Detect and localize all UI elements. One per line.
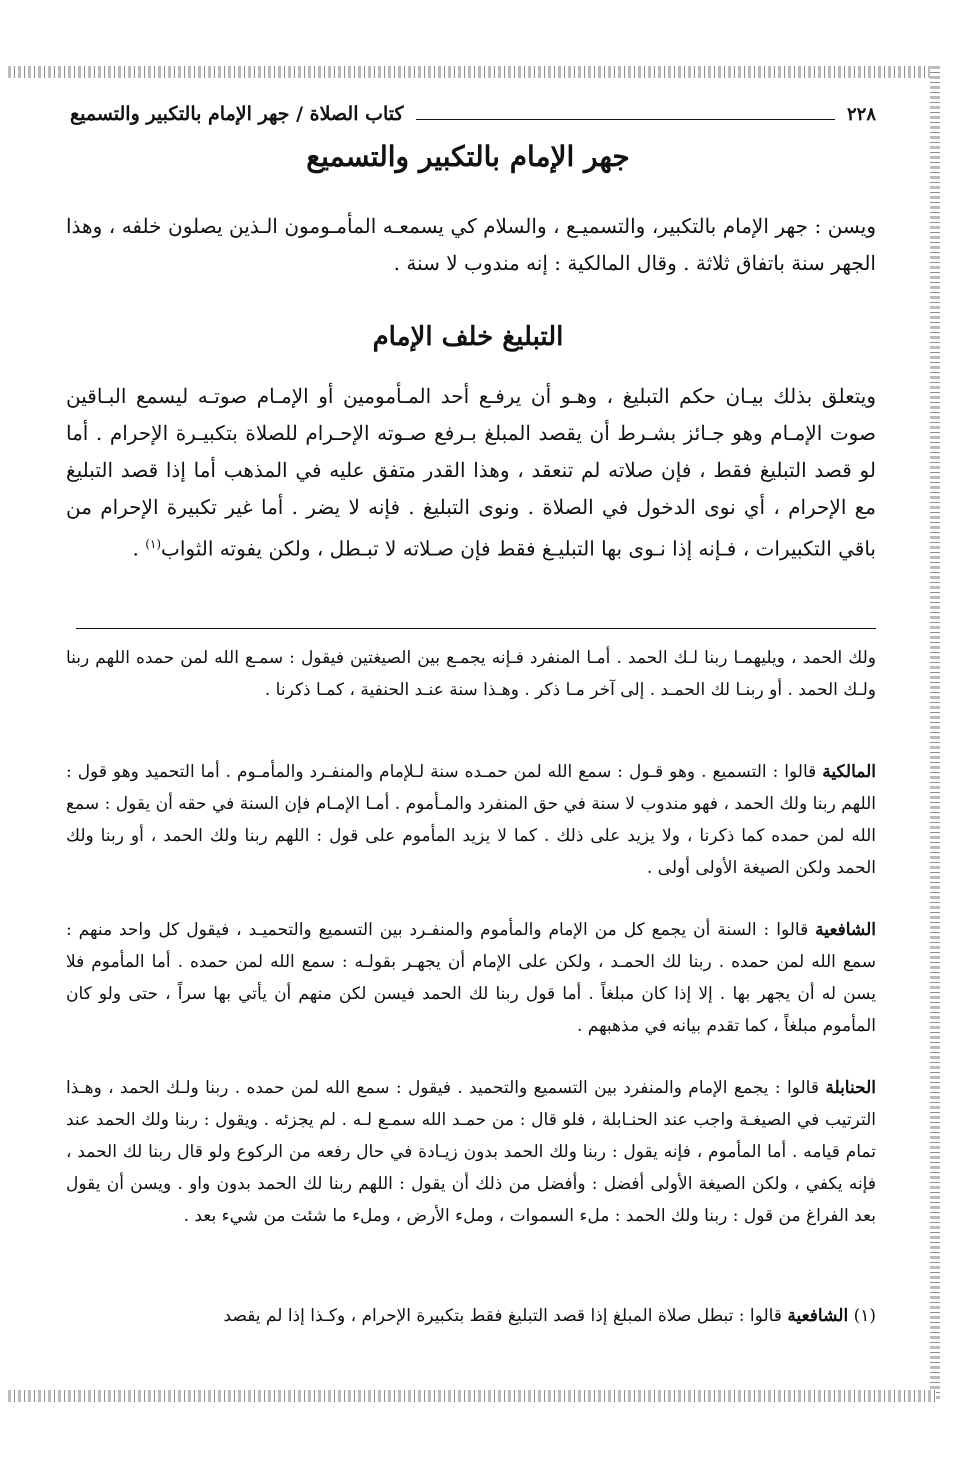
footnote-hanbali [66, 1072, 876, 1232]
tabligh-end: . [132, 536, 146, 561]
footnote-continuation: ولك الحمد ، ويليهمـا ربنا لـك الحمد . أمـا المنفرد فـإنه يجمـع بين الصيغتين فيقول : سمـع الله لمن حمده اللهم ربنا ولـك الحمد . أو ربنـا لك الحمـد . إلى آخر مـا ذكر . وهـذا سنة عنـد الحنفية ، كمـا ذكرنا . [66, 648, 876, 700]
hanbali-text: قالوا : يجمع الإمام والمنفرد بين التسميع والتحميد . فيقول : سمع الله لمن حمده . ربنا ولـك الحمد ، وهـذا الترتيب في الصيغـة واجب عند الحنـابلة ، فلو قال : من حمـد الله سمـع لـه . لم يجزئه . ويقول : ربنا ولك الحمد عند تمام قيامه . أما المأموم ، فإنه يقول : ربنا ولك الحمد بدون زيـادة في حال رفعه من الركوع ولو قال ربنا لك الحمد ، فإنه يكفي ، ولكن الصيغة الأولى أفضل : وأفضل من ذلك أن يقول : اللهم ربنا لك الحمد بدون واو . ويسن أن يقول بعد الفراغ من قول : ربنا ولك الحمد : ملء السموات ، وملء الأرض ، وملء ما شئت من شيء بعد . [66, 1078, 876, 1226]
header-rule [416, 119, 835, 120]
tabligh-text: ويتعلق بذلك بيـان حكم التبليغ ، وهـو أن يرفـع أحد المـأمومين أو الإمـام صوتـه ليسمع البـاقين صوت الإمـام وهو جـائز بشـرط أن يقصد المبلغ بـرفع صـوته الإحـرام للصلاة بتكبيـرة الإحرام . أما لو قصد التبليغ فقط ، فإن صلاته لم تنعقد ، وهذا القدر متفق عليه في المذهب أما إذا قصد التبليغ مع الإحرام ، أي نوى الدخول في الصلاة . ونوى التبليغ . فإنه لا يضر . أما غير تكبيرة الإحرام من باقي التكبيرات ، فـإنه إذا نـوى بها التبليـغ فقط فإن صـلاته لا تبـطل ، ولكن يفوته الثواب [66, 384, 876, 561]
school-label-shafii: الشافعية [815, 920, 876, 940]
school-label-maliki: المالكية [822, 762, 876, 782]
intro-paragraph: ويسن : جهر الإمام بالتكبير، والتسميـع ، والسلام كي يسمعـه المأمـومون الـذين يصلون خلفه ، وهذا الجهر سنة باتفاق ثلاثة . وقال المالكية : إنه مندوب لا سنة . [66, 214, 876, 275]
tabligh-paragraph [66, 378, 876, 568]
running-title: كتاب الصلاة / جهر الإمام بالتكبير والتسميع [70, 103, 404, 125]
section-title-tabligh: التبليغ خلف الإمام [372, 322, 564, 352]
footnote-separator [76, 628, 876, 629]
shafii-text: قالوا : السنة أن يجمع كل من الإمام والمأموم والمنفـرد بين التسميع والتحميـد ، فيقول كل واحد منهم : سمع الله لمن حمده . ربنا لك الحمـد ، ولكن على الإمام أن يجهـر بقولـه : سمع الله لمن حمده . أما المأموم فلا يسن له أن يجهر بها . إلا إذا كان مبلغاً . أما قول ربنا لك الحمد فيسن لكن منهم أن يأتي بها سراً ، حتى ولو كان المأموم مبلغاً ، كما تقدم بيانه في مذهبهم . [66, 920, 877, 1036]
note1-text: قالوا : تبطل صلاة المبلغ إذا قصد التبليغ فقط بتكبيرة الإحرام ، وكـذا إذا لم يقصد [223, 1306, 788, 1326]
decorative-border-right [930, 66, 940, 1402]
decorative-border-top [8, 66, 936, 78]
section-title-imam-loud: جهر الإمام بالتكبير والتسميع [306, 140, 630, 173]
decorative-border-bottom [8, 1390, 936, 1402]
footnote-shafii [66, 914, 876, 1042]
footnote-maliki [66, 756, 876, 884]
footnote-reference: (١) [145, 537, 162, 551]
maliki-text: قالوا : التسميع . وهو قـول : سمع الله لمن حمـده سنة لـلإمام والمنفـرد والمأمـوم . أما التحميد وهو قول : اللهم ربنا ولك الحمد ، فهو مندوب لا سنة في حق المنفرد والمـأموم . أمـا الإمـام فإن السنة في حقه أن يقول : سمع الله لمن حمده كما ذكرنا ، ولا يزيد على ذلك . كما لا يزيد المأموم على قول : اللهم ربنا ولك الحمد ، أو ربنا ولك الحمد ولكن الصيغة الأولى أولى . [66, 762, 876, 878]
footnote-1 [66, 1300, 876, 1332]
school-label-hanbali: الحنابلة [825, 1078, 876, 1098]
footnote-number: (١) [853, 1306, 876, 1326]
page-header [70, 98, 876, 130]
school-label-shafii-note1: الشافعية [787, 1306, 849, 1326]
page-number: ٢٢٨ [846, 103, 876, 125]
